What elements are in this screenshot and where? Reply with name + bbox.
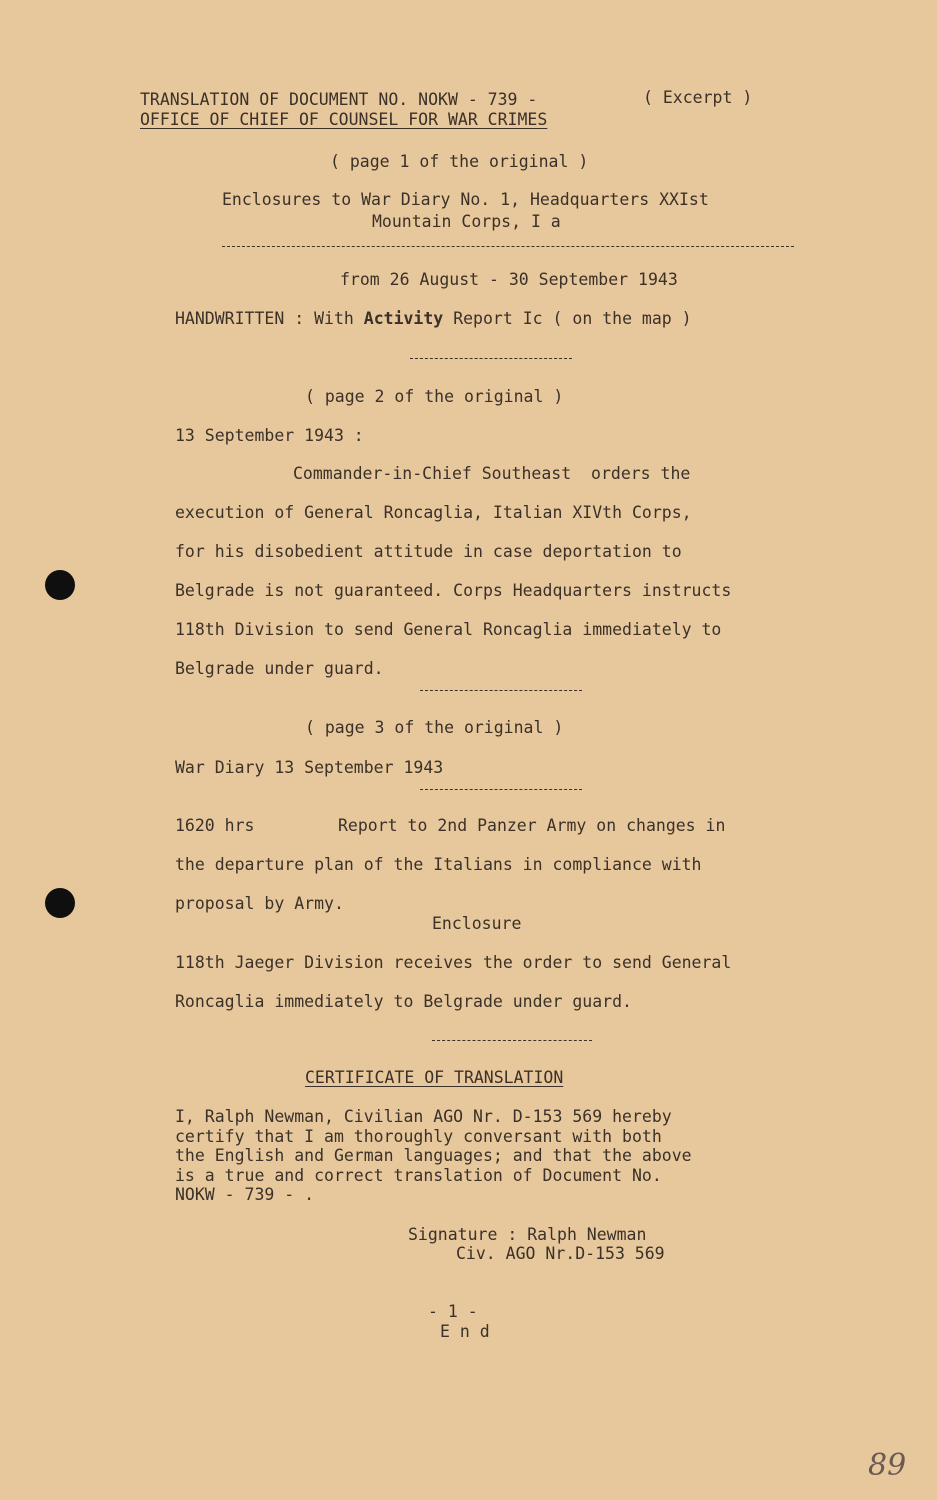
certificate-title: CERTIFICATE OF TRANSLATION — [305, 1068, 564, 1087]
certificate-line: the English and German languages; and that the above — [175, 1146, 692, 1165]
page3-diary-date: War Diary 13 September 1943 — [175, 758, 444, 777]
certificate-line: NOKW - 739 - . — [175, 1185, 315, 1204]
enclosure-line: 118th Jaeger Division receives the order to send General — [175, 953, 732, 972]
punch-hole-top — [45, 570, 75, 600]
page2-line: Belgrade is not guaranteed. Corps Headquarters instructs — [175, 581, 732, 600]
diary-dates: from 26 August - 30 September 1943 — [340, 270, 678, 289]
divider — [222, 246, 794, 247]
page2-line: 118th Division to send General Roncaglia immediately to — [175, 620, 722, 639]
entry-line: Report to 2nd Panzer Army on changes in — [338, 816, 726, 835]
page2-line: execution of General Roncaglia, Italian XIVth Corps, — [175, 503, 692, 522]
header-title: TRANSLATION OF DOCUMENT NO. NOKW - 739 - — [140, 90, 538, 109]
handwritten-bold: Activity — [363, 309, 444, 328]
enclosure-line: Roncaglia immediately to Belgrade under guard. — [175, 992, 632, 1011]
header-excerpt: ( Excerpt ) — [643, 88, 753, 107]
certificate-line: certify that I am thoroughly conversant with both — [175, 1127, 662, 1146]
end-marker: E n d — [440, 1322, 490, 1341]
handwritten-label: HANDWRITTEN : — [175, 309, 305, 328]
enclosures-line1: Enclosures to War Diary No. 1, Headquarters XXIst — [222, 190, 709, 209]
page3-marker: ( page 3 of the original ) — [305, 718, 564, 737]
page2-line: Commander-in-Chief Southeast orders the — [293, 464, 691, 483]
entry-time: 1620 hrs — [175, 816, 255, 835]
enclosures-line2: Mountain Corps, I a — [372, 212, 561, 231]
certificate-line: I, Ralph Newman, Civilian AGO Nr. D-153 569 hereby — [175, 1107, 672, 1126]
entry-line: proposal by Army. — [175, 894, 344, 913]
certificate-line: is a true and correct translation of Document No. — [175, 1166, 662, 1185]
signature-line: Signature : Ralph Newman — [408, 1225, 647, 1244]
page2-date: 13 September 1943 : — [175, 426, 364, 445]
page2-line: Belgrade under guard. — [175, 659, 384, 678]
divider — [432, 1040, 592, 1041]
enclosure-label: Enclosure — [432, 914, 522, 933]
entry-line: the departure plan of the Italians in compliance with — [175, 855, 702, 874]
divider — [420, 690, 582, 691]
page2-marker: ( page 2 of the original ) — [305, 387, 564, 406]
handwritten-note — [175, 309, 692, 329]
page2-line: for his disobedient attitude in case deportation to — [175, 542, 682, 561]
divider — [410, 358, 572, 359]
pencil-page-mark: 89 — [868, 1448, 907, 1483]
handwritten-text-b: Report Ic ( on the map ) — [453, 309, 692, 328]
punch-hole-bottom — [45, 888, 75, 918]
signature-ago: Civ. AGO Nr.D-153 569 — [456, 1244, 665, 1263]
handwritten-text-a: With — [314, 309, 354, 328]
divider — [420, 789, 582, 790]
header-office: OFFICE OF CHIEF OF COUNSEL FOR WAR CRIMES — [140, 110, 548, 129]
page1-marker: ( page 1 of the original ) — [330, 152, 589, 171]
page-number: - 1 - — [428, 1302, 478, 1321]
